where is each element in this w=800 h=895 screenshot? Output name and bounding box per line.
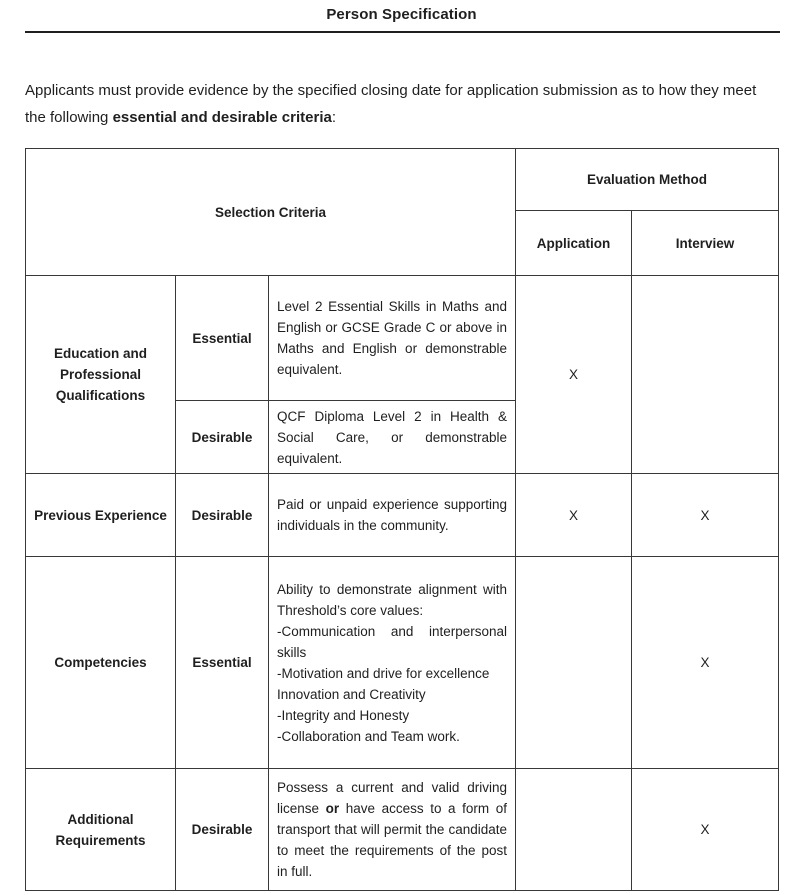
application-mark: X: [516, 276, 632, 474]
category-education: Education and Professional Qualifications: [26, 276, 176, 474]
interview-mark: [632, 276, 779, 474]
requirement-label: Desirable: [176, 769, 269, 891]
table-row: [26, 769, 779, 891]
table-row: [26, 557, 779, 769]
requirement-label: Desirable: [176, 474, 269, 557]
title-divider: [25, 31, 780, 33]
criteria-description: [269, 769, 516, 891]
criteria-description: Paid or unpaid experience supporting individuals in the community.: [269, 474, 516, 557]
interview-mark: X: [632, 769, 779, 891]
intro-paragraph: [25, 77, 775, 131]
intro-text-end: :: [331, 109, 337, 126]
requirement-label: Desirable: [176, 401, 269, 474]
header-interview: Interview: [632, 211, 779, 276]
requirement-label: Essential: [176, 276, 269, 401]
interview-mark: X: [632, 557, 779, 769]
category-additional-requirements: Additional Requirements: [26, 769, 176, 891]
category-competencies: Competencies: [26, 557, 176, 769]
application-mark: [516, 769, 632, 891]
criteria-description: QCF Diploma Level 2 in Health & Social Care, or demonstrable equivalent.: [269, 401, 516, 474]
header-selection-criteria: Selection Criteria: [26, 149, 516, 276]
description-text-start: Possess a current and valid driving license: [277, 780, 508, 816]
requirement-label: Essential: [176, 557, 269, 769]
header-application: Application: [516, 211, 632, 276]
intro-text-start: Applicants must provide evidence by the specified closing date for application submission as to how they meet the following: [25, 82, 757, 126]
table-row: [26, 276, 779, 401]
application-mark: [516, 557, 632, 769]
table-row: [26, 474, 779, 557]
application-mark: X: [516, 474, 632, 557]
table-header-row-1: [26, 149, 779, 211]
description-text-end: have access to a form of transport that will permit the candidate to meet the requirements of the post in full.: [277, 801, 508, 879]
interview-mark: X: [632, 474, 779, 557]
page-title: Person Specification: [326, 6, 477, 23]
intro-bold-text: essential and desirable criteria: [112, 109, 332, 126]
category-previous-experience: Previous Experience: [26, 474, 176, 557]
description-bold-or: or: [325, 801, 340, 816]
criteria-description: Level 2 Essential Skills in Maths and English or GCSE Grade C or above in Maths and English or demonstrable equivalent.: [269, 276, 516, 401]
criteria-description: Ability to demonstrate alignment with Threshold’s core values: -Communication and interpersonal skills -Motivation and drive for excellence Innovation and Creativity -Integrity and Honesty -Collaboration and Team work.: [269, 557, 516, 769]
person-specification-table: [25, 148, 779, 891]
header-evaluation-method: Evaluation Method: [516, 149, 779, 211]
